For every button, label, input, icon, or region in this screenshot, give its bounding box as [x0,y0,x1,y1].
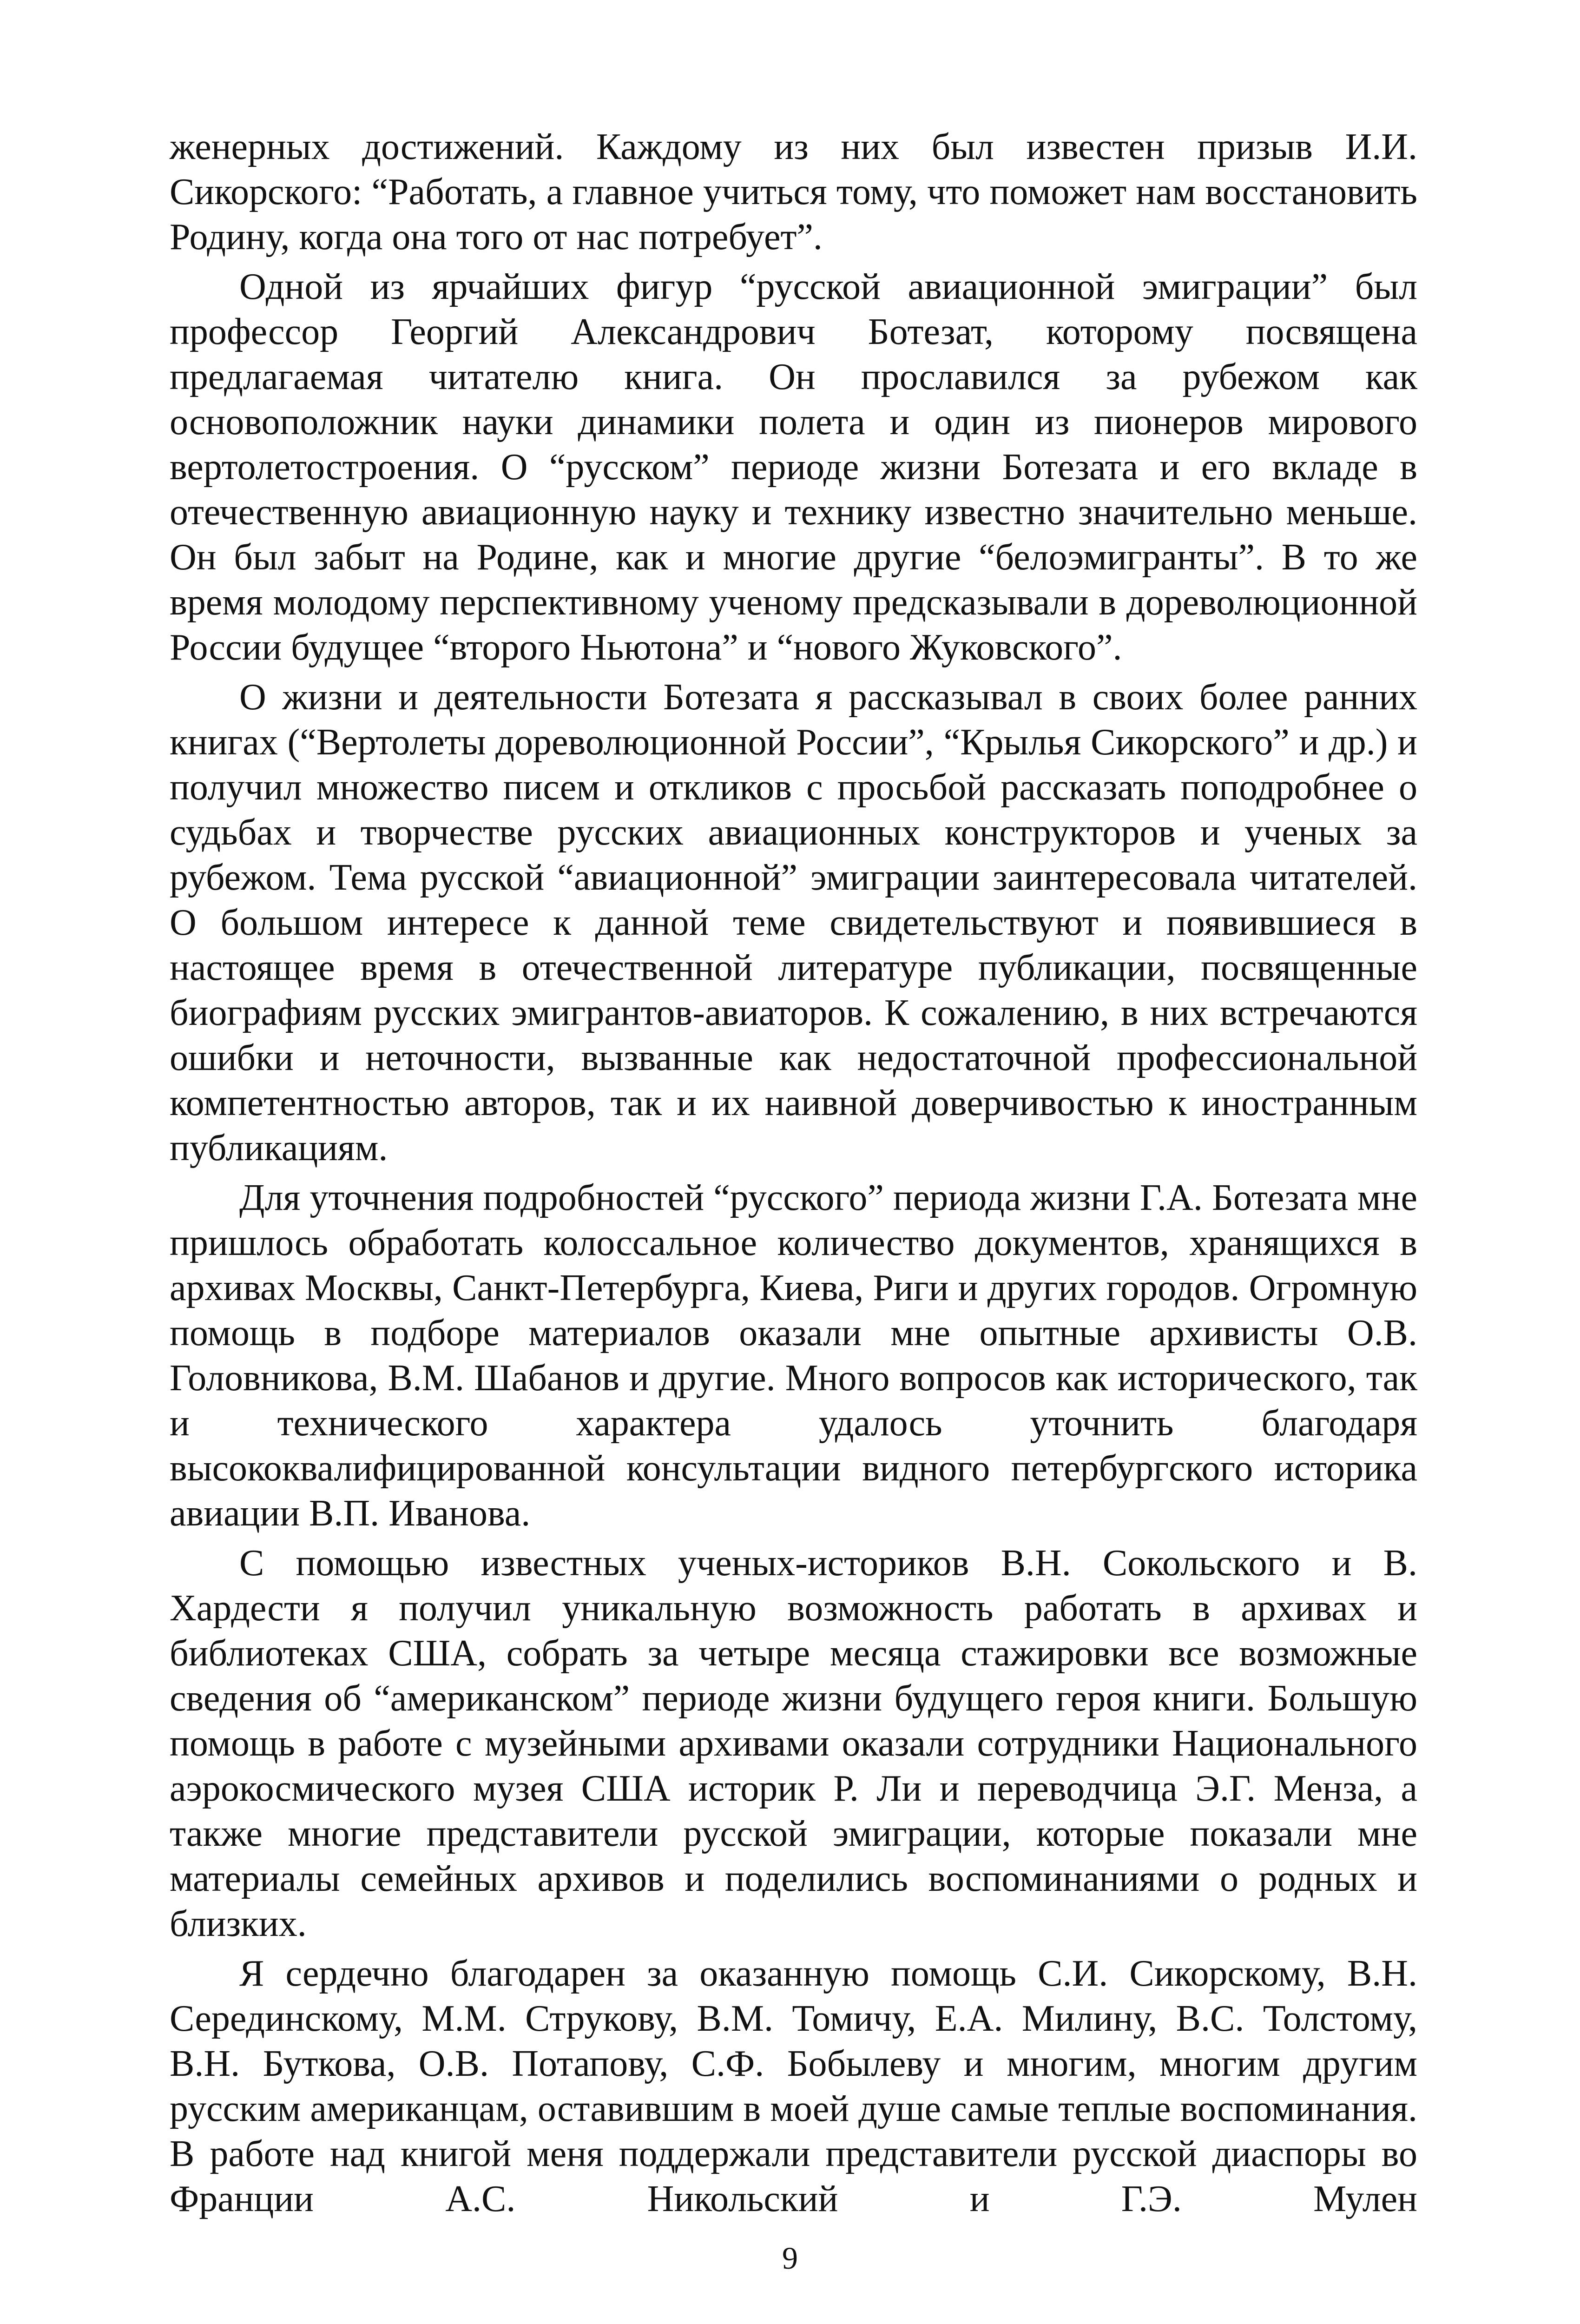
paragraph-archives-usa: С помощью известных ученых-историков В.Н. Сокольского и В. Хардести я получил уникальную возможность работать в архивах и библиотеках США, собрать за четыре месяца стажировки все возможные сведения об “американском” периоде жизни будущего героя книги. Большую помощь в работе с музейными архивами оказали сотрудники Национального аэрокосмического музея США историк Р. Ли и переводчица Э.Г. Менза, а также многие представители русской эмиграции, которые показали мне материалы семейных архивов и поделились воспоминаниями о родных и близких. [170,1543,1417,1944]
body-text [170,125,1417,2226]
paragraph-continuation: женерных достижений. Каждому из них был известен призыв И.И. Сикорского: “Работать, а главное учиться тому, что поможет нам восстановить Родину, когда она того от нас потребует”. [170,126,1417,257]
paragraph-archives-russia: Для уточнения подробностей “русского” периода жизни Г.А. Ботезата мне пришлось обработать колоссальное количество документов, хранящихся в архивах Москвы, Санкт-Петербурга, Киева, Риги и других городов. Огромную помощь в подборе материалов оказали мне опытные архивисты О.В. Головникова, В.М. Шабанов и другие. Много вопросов как исторического, так и технического характера удалось уточнить благодаря высококвалифицированной консультации видного петербургского историка авиации В.П. Иванова. [170,1177,1417,1534]
page-number: 9 [782,2240,798,2276]
paragraph-acknowledgements: Я сердечно благодарен за оказанную помощь С.И. Сикорскому, В.Н. Серединскому, М.М. Струкову, В.М. Томичу, Е.А. Милину, В.С. Толстому, В.Н. Буткова, О.В. Потапову, С.Ф. Бобылеву и многим, многим другим русским американцам, оставившим в моей душе самые теплые воспоминания. В работе над книгой меня поддержали представители русской диаспоры во Франции А.С. Никольский и Г.Э. Мулен [170,1953,1417,2219]
paragraph-earlier-books: О жизни и деятельности Ботезата я рассказывал в своих более ранних книгах (“Вертолеты дореволюционной России”, “Крылья Сикорского” и др.) и получил множество писем и откликов с просьбой рассказать поподробнее о судьбах и творчестве русских авиационных конструкторов и ученых за рубежом. Тема русской “авиационной” эмиграции заинтересовала читателей. О большом интересе к данной теме свидетельствуют и появившиеся в настоящее время в отечественной литературе публикации, посвященные биографиям русских эмигрантов-авиаторов. К сожалению, в них встречаются ошибки и неточности, вызванные как недостаточной профессиональной компетентностью авторов, так и их наивной доверчивостью к иностранным публикациям. [170,677,1417,1169]
paragraph-botezat-intro: Одной из ярчайших фигур “русской авиационной эмиграции” был профессор Георгий Александрович Ботезат, которому посвящена предлагаемая читателю книга. Он прославился за рубежом как основоположник науки динамики полета и один из пионеров мирового вертолетостроения. О “русском” периоде жизни Ботезата и его вкладе в отечественную авиационную науку и технику известно значительно меньше. Он был забыт на Родине, как и многие другие “белоэмигранты”. В то же время молодому перспективному ученому предсказывали в дореволюционной России будущее “второго Ньютона” и “нового Жуковского”. [170,266,1417,668]
